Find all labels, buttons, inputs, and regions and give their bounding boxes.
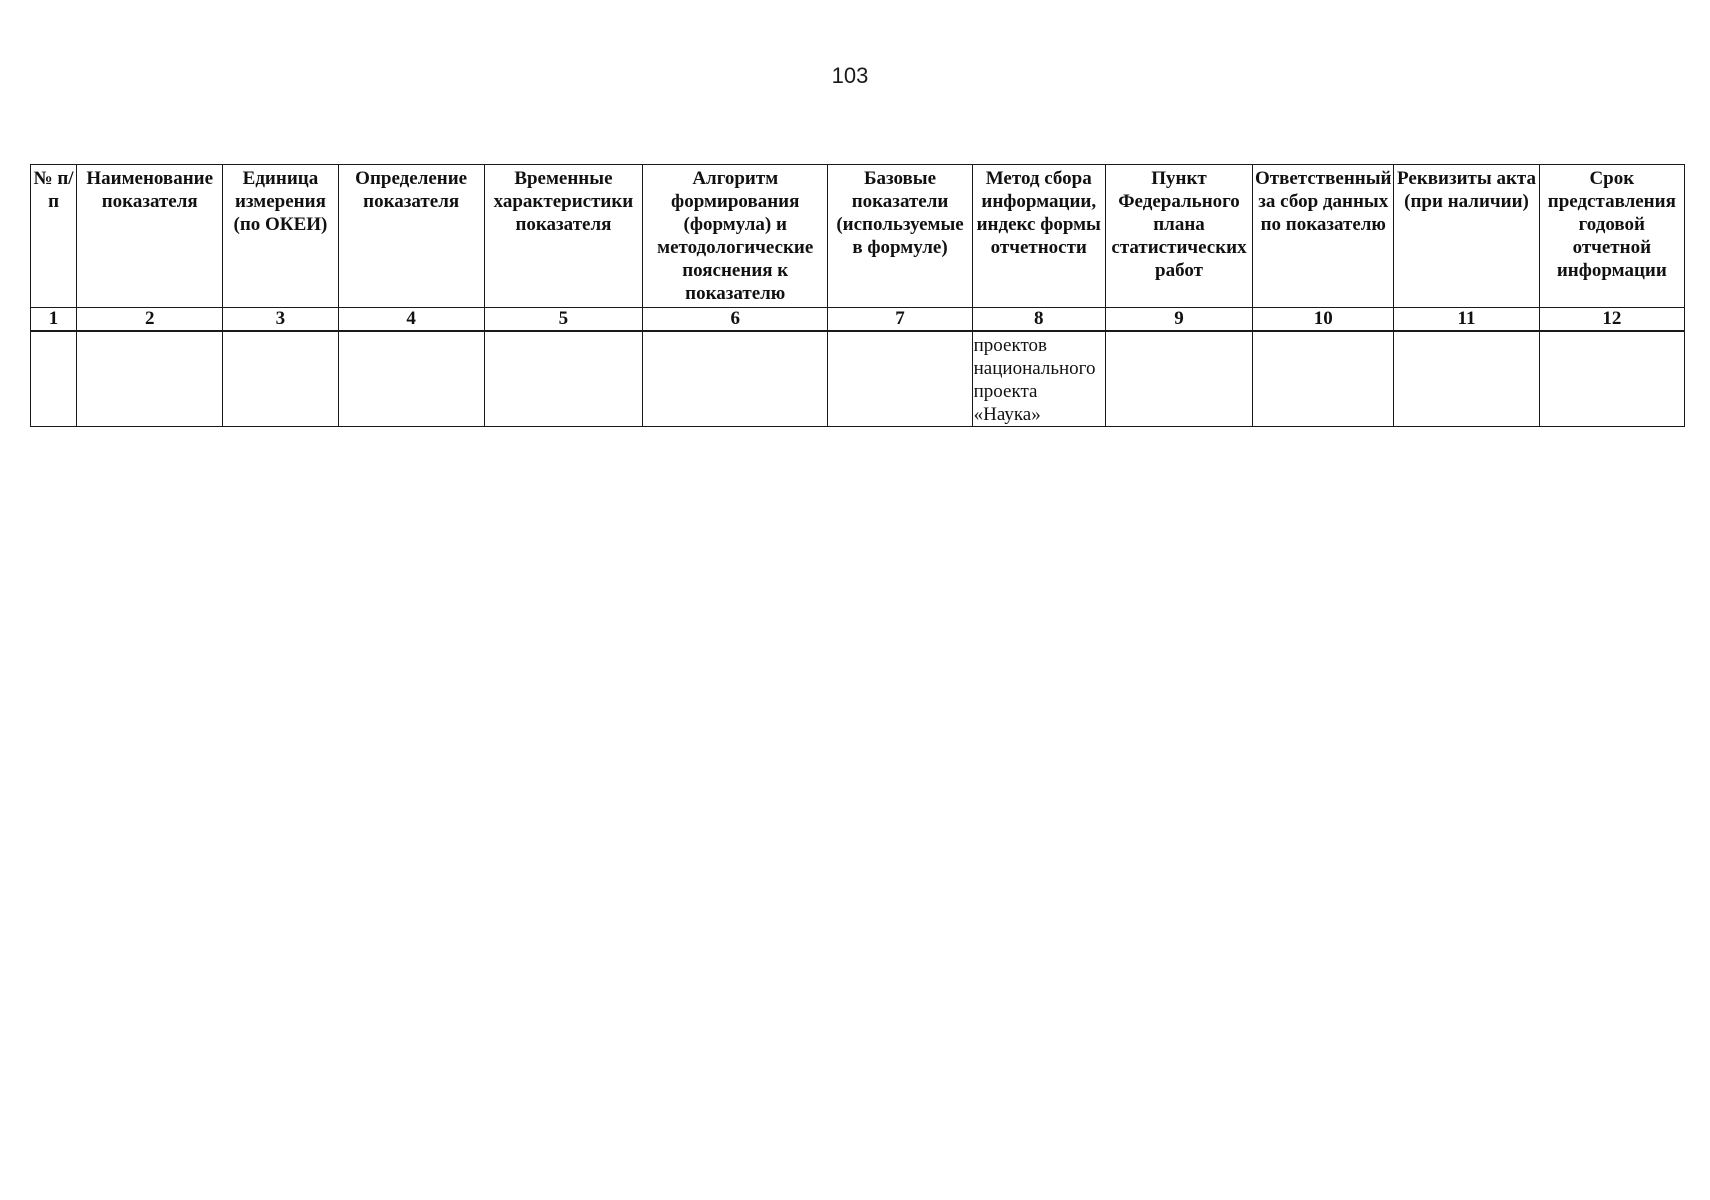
header-cell: Базовые показатели (используемые в формуле) bbox=[828, 165, 972, 308]
header-cell: Наименование показателя bbox=[77, 165, 223, 308]
header-cell: Ответственный за сбор данных по показателю bbox=[1253, 165, 1394, 308]
header-row bbox=[31, 165, 1685, 308]
column-number-cell: 5 bbox=[484, 308, 642, 332]
header-cell: Алгоритм формирования (формула) и методологические пояснения к показателю bbox=[643, 165, 828, 308]
header-cell: № п/п bbox=[31, 165, 77, 308]
table-cell bbox=[1105, 331, 1252, 427]
column-number-cell: 2 bbox=[77, 308, 223, 332]
table-body bbox=[31, 308, 1685, 427]
table-header bbox=[31, 165, 1685, 308]
table-cell bbox=[1539, 331, 1684, 427]
header-cell: Единица измерения (по ОКЕИ) bbox=[223, 165, 338, 308]
column-number-cell: 10 bbox=[1253, 308, 1394, 332]
table-cell bbox=[1394, 331, 1539, 427]
column-number-cell: 1 bbox=[31, 308, 77, 332]
table-cell bbox=[828, 331, 972, 427]
page-number: 103 bbox=[831, 63, 869, 88]
header-cell: Определение показателя bbox=[338, 165, 484, 308]
column-number-cell: 6 bbox=[643, 308, 828, 332]
table-cell bbox=[338, 331, 484, 427]
header-cell: Метод сбора информации, индекс формы отчетности bbox=[972, 165, 1105, 308]
column-number-cell: 8 bbox=[972, 308, 1105, 332]
column-number-cell: 12 bbox=[1539, 308, 1684, 332]
header-cell: Реквизиты акта (при наличии) bbox=[1394, 165, 1539, 308]
table-cell bbox=[643, 331, 828, 427]
column-number-cell: 9 bbox=[1105, 308, 1252, 332]
indicator-table bbox=[30, 164, 1685, 427]
header-cell: Временные характеристики показателя bbox=[484, 165, 642, 308]
column-number-row bbox=[31, 308, 1685, 332]
table-cell bbox=[31, 331, 77, 427]
collection-method-cell: проектов национального проекта «Наука» bbox=[972, 331, 1105, 427]
table-cell bbox=[223, 331, 338, 427]
table-cell bbox=[1253, 331, 1394, 427]
column-number-cell: 4 bbox=[338, 308, 484, 332]
table-row bbox=[31, 331, 1685, 427]
table-cell bbox=[484, 331, 642, 427]
header-cell: Срок представления годовой отчетной информации bbox=[1539, 165, 1684, 308]
header-cell: Пункт Федерального плана статистических работ bbox=[1105, 165, 1252, 308]
table-cell bbox=[77, 331, 223, 427]
column-number-cell: 11 bbox=[1394, 308, 1539, 332]
column-number-cell: 7 bbox=[828, 308, 972, 332]
column-number-cell: 3 bbox=[223, 308, 338, 332]
